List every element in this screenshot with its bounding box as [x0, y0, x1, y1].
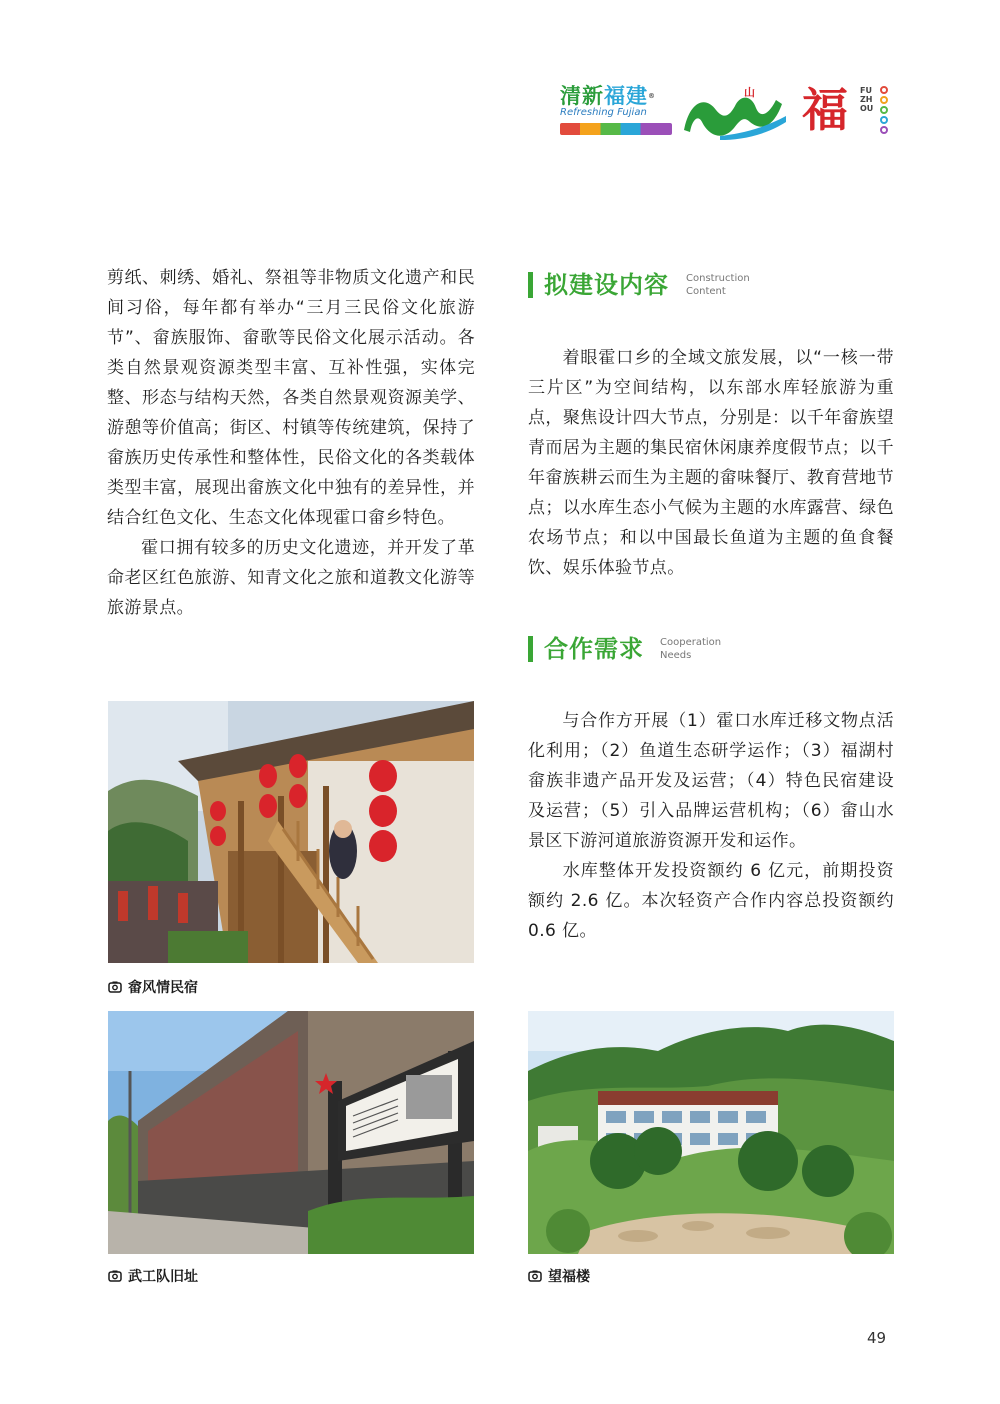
- camera-icon: [528, 1269, 542, 1283]
- photo3-caption: 望福楼: [528, 1268, 590, 1286]
- refreshing-fujian-logo: [560, 84, 672, 144]
- camera-icon: [108, 980, 122, 994]
- heading-accent-bar: [528, 272, 533, 298]
- left-column-text: [107, 263, 475, 623]
- cooperation-title: 合作需求: [544, 635, 644, 663]
- logo-brand: 清新福建®: [560, 84, 656, 108]
- logo-color-bar: [560, 123, 672, 135]
- construction-en-title: Construction Content: [686, 273, 750, 297]
- wangfu-building-photo: [528, 1011, 894, 1254]
- header-logos: [560, 78, 900, 148]
- logo-english: Refreshing Fujian: [560, 107, 647, 118]
- construction-text: [528, 343, 894, 583]
- construction-paragraph: 着眼霍口乡的全域文旅发展，以“一核一带三片区”为空间结构，以东部水库轻旅游为重点，聚焦设计四大节点，分别是：以千年畲族望青而居为主题的集民宿休闲康养度假节点；以千年畲族耕云而生为主题的畲味餐厅、教育营地节点；以水库生态小气候为主题的水库露营、绿色农场节点；和以中国最长鱼道为主题的鱼食餐饮、娱乐体验节点。: [528, 348, 894, 578]
- she-style-homestay-photo: [108, 701, 474, 963]
- mountain-river-logo: [680, 86, 790, 142]
- construction-title: 拟建设内容: [544, 271, 669, 299]
- left-paragraph-2: 霍口拥有较多的历史文化遗迹，并开发了革命老区红色旅游、知青文化之旅和道教文化游等旅游景点。: [107, 538, 475, 618]
- fuzhou-logo: [798, 80, 900, 146]
- armed-team-site-photo: [108, 1011, 474, 1254]
- camera-icon: [108, 1269, 122, 1283]
- cooperation-section-heading: [528, 632, 898, 666]
- photo1-caption: 畲风情民宿: [108, 979, 198, 997]
- cooperation-paragraph-2: 水库整体开发投资额约 6 亿元，前期投资额约 2.6 亿。本次轻资产合作内容总投资额约 0.6 亿。: [528, 861, 894, 941]
- svg-text:山: 山: [744, 86, 755, 99]
- cooperation-text: [528, 706, 894, 946]
- construction-section-heading: [528, 268, 898, 302]
- fuzhou-vertical-text: FUZHOU: [860, 86, 874, 113]
- fu-glyph: 福: [802, 83, 848, 137]
- left-paragraph-1: 剪纸、刺绣、婚礼、祭祖等非物质文化遗产和民间习俗，每年都有举办“三月三民俗文化旅游节”、畲族服饰、畲歌等民俗文化展示活动。各类自然景观资源类型丰富、互补性强，实体完整、形态与结构天然，各类自然景观资源美学、游憩等价值高；街区、村镇等传统建筑，保持了畲族历史传承性和整体性，民俗文化的各类载体类型丰富，展现出畲族文化中独有的差异性，并结合红色文化、生态文化体现霍口畲乡特色。: [107, 268, 475, 528]
- cooperation-paragraph-1: 与合作方开展（1）霍口水库迁移文物点活化利用；（2）鱼道生态研学运作；（3）福湖村畲族非遗产品开发及运营；（4）特色民宿建设及运营；（5）引入品牌运营机构；（6）畲山水景区下游河道旅游资源开发和运作。: [528, 711, 894, 851]
- cooperation-en-title: Cooperation Needs: [660, 637, 722, 661]
- heading-accent-bar: [528, 636, 533, 662]
- logo-dots: [880, 86, 890, 136]
- photo2-caption: 武工队旧址: [108, 1268, 198, 1286]
- page-number: 49: [867, 1329, 887, 1347]
